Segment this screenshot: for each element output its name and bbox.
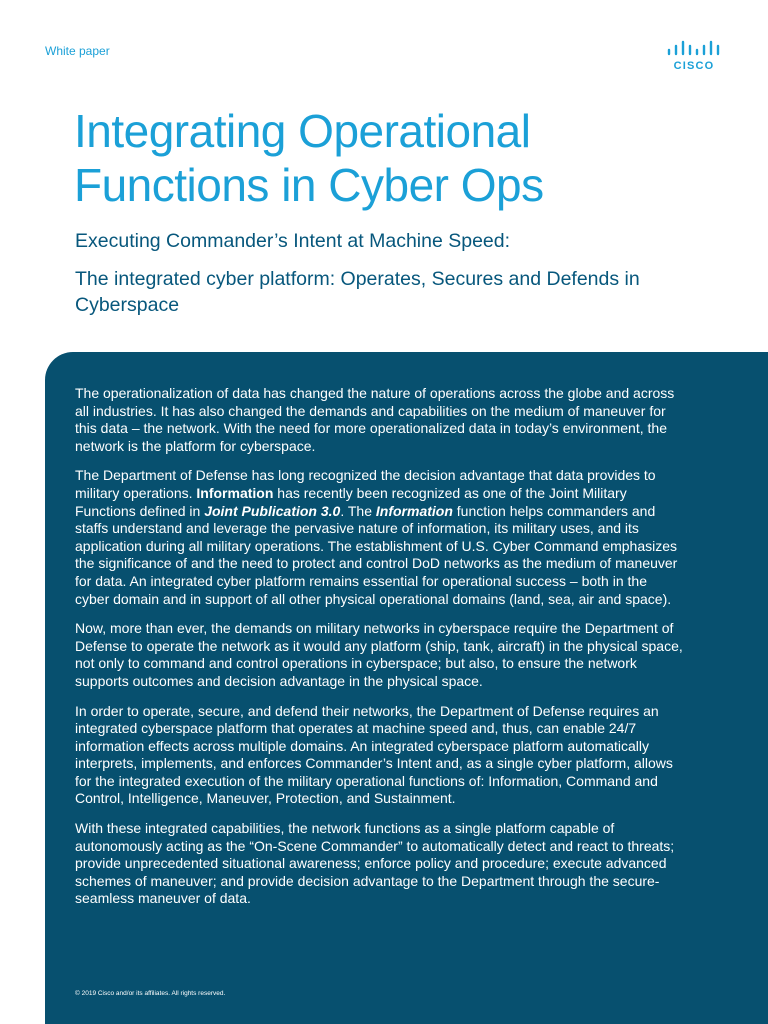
- cisco-logo-text: CISCO: [673, 60, 715, 72]
- paragraph-3: Now, more than ever, the demands on military networks in cyberspace require the Department of Defense to operate the network as it would any platform (ship, tank, aircraft) in the physical space, not only to command and control operations in cyberspace; but also, to ensure the network supports outcomes and decision advantage in the physical space.: [75, 620, 683, 689]
- cisco-bridge-icon: [664, 40, 724, 58]
- information-term: Information: [196, 484, 274, 501]
- paragraph-1: The operationalization of data has changed the nature of operations across the globe and across all industries. It has also changed the demands and capabilities on the medium of maneuver for this data – the network. With the need for more operationalized data in today’s environment, the network is the platform for cyberspace.: [75, 385, 675, 454]
- paragraph-2-text-c: . The: [340, 502, 376, 519]
- paragraph-5: With these integrated capabilities, the network functions as a single platform capable of autonomously acting as the “On-Scene Commander” to automatically detect and react to threats; provide unprecedented situational awareness; enforce policy and procedure; execute advanced schemes of maneuver; and provide decision advantage to the Department through the secure-seamless maneuver of data.: [75, 820, 675, 907]
- copyright-notice: © 2019 Cisco and/or its affiliates. All rights reserved.: [75, 990, 226, 997]
- paragraph-2-text-a: The Department of Defense has long recognized the decision advantage that data provides to military operations.: [75, 467, 656, 501]
- subtitle-primary: Executing Commander’s Intent at Machine Speed:: [75, 230, 511, 252]
- subtitle-secondary: The integrated cyber platform: Operates, Secures and Defends in Cyberspace: [75, 268, 640, 316]
- content-panel: [45, 352, 768, 1024]
- paragraph-2: [75, 467, 685, 608]
- paragraph-2-text-d: function helps commanders and staffs understand and leverage the pervasive nature of information, its military uses, and its application during all military operations. The establishment of U.S. Cyber Command emphasizes the significance of and the need to protect and control DoD networks as the medium of maneuver for data. An integrated cyber platform remains essential for operational success – both in the cyber domain and in support of all other physical operational domains (land, sea, air and space).: [75, 502, 678, 607]
- cisco-logo: [664, 40, 724, 76]
- document-type-label: White paper: [45, 44, 110, 58]
- body-text: [75, 385, 685, 920]
- paragraph-2-text-b: has recently been recognized as one of the Joint Military Functions defined in: [75, 484, 627, 519]
- joint-publication-reference: Joint Publication 3.0: [204, 502, 341, 519]
- information-function-term: Information: [375, 502, 453, 519]
- page-title: Integrating Operational Functions in Cyber Ops: [74, 105, 544, 211]
- paragraph-4: In order to operate, secure, and defend their networks, the Department of Defense requires an integrated cyberspace platform that operates at machine speed and, thus, can enable 24/7 information effects across multiple domains. An integrated cyberspace platform automatically interprets, implements, and enforces Commander’s Intent and, as a single cyber platform, allows for the integrated execution of the military operational functions of: Information, Command and Control, Intelligence, Maneuver, Protection, and Sustainment.: [75, 702, 673, 807]
